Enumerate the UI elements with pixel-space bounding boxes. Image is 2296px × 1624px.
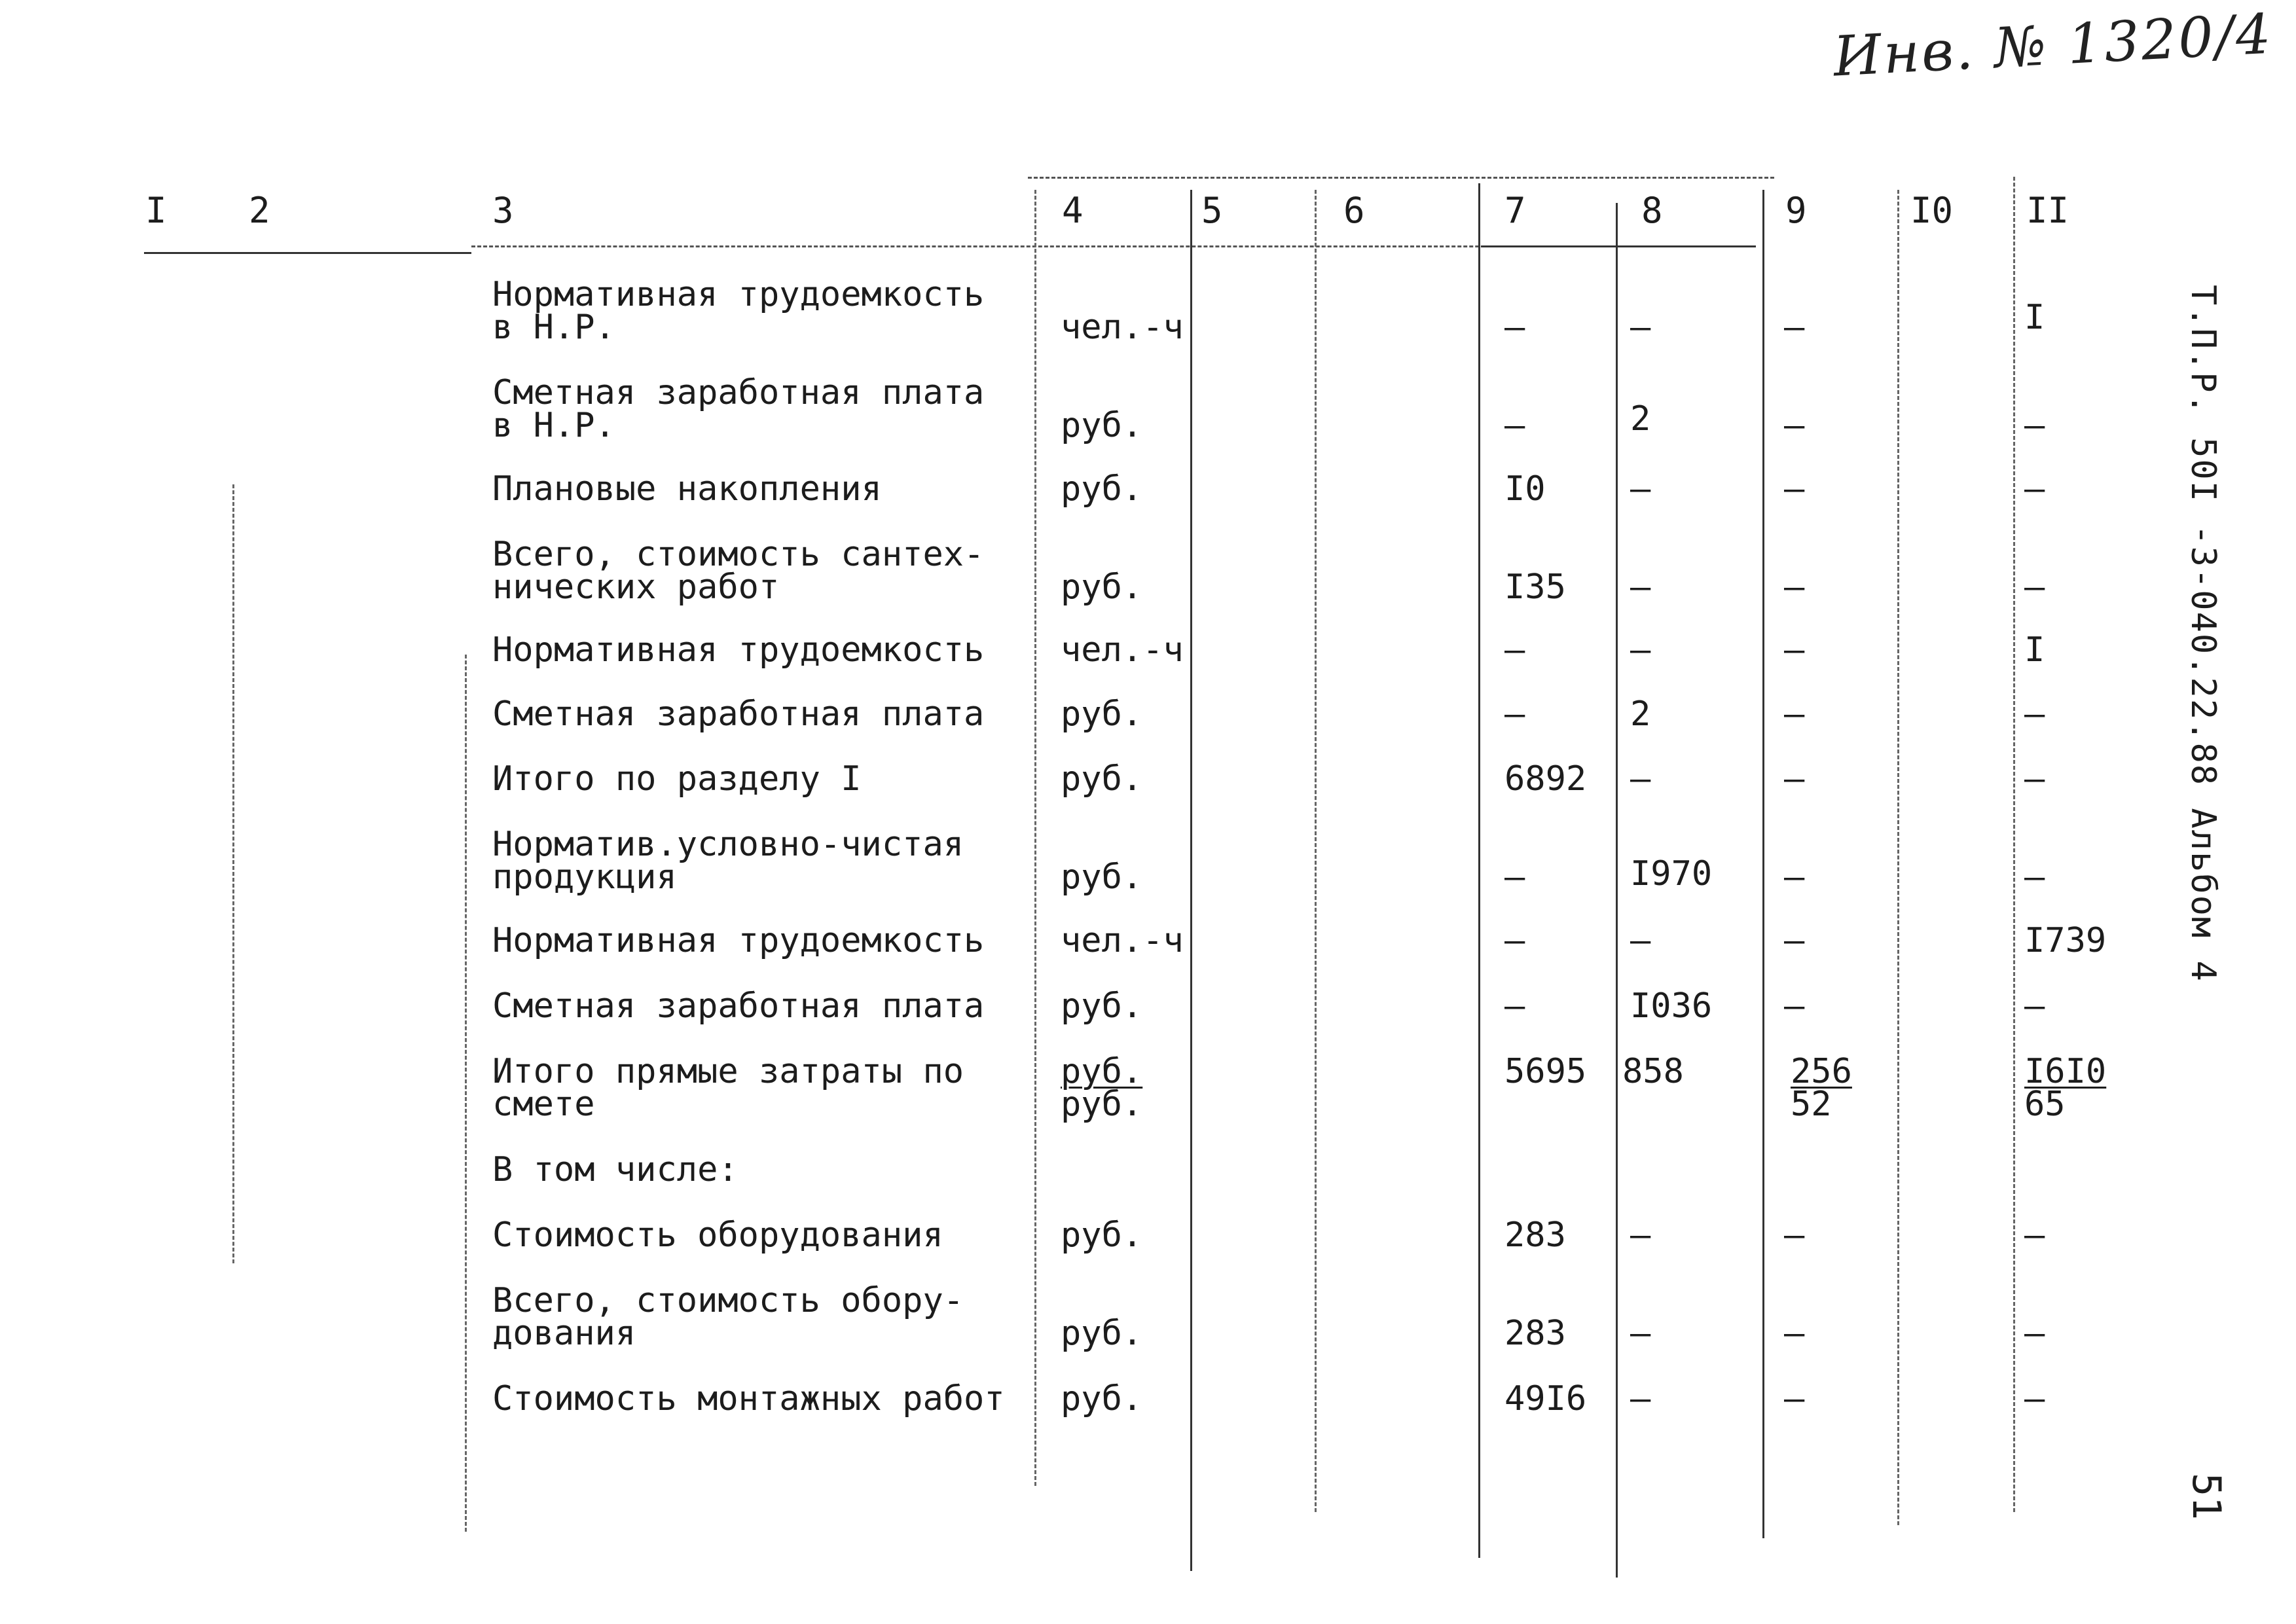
row-col8: 858 — [1622, 1052, 1684, 1091]
row-unit: руб. — [1061, 568, 1143, 607]
col-header-7: 7 — [1504, 190, 1526, 231]
col-header-11: II — [2026, 190, 2069, 231]
row-col8: I036 — [1630, 986, 1713, 1026]
row-col7: – — [1504, 630, 1525, 670]
row-label: Итого прямые затраты по смете — [492, 1052, 964, 1124]
document-code: Т.П.Р. 50I -3-040.22.88 Альбом 4 — [2183, 285, 2223, 983]
row-label: Итого по разделу I — [492, 759, 862, 799]
row-col9: – — [1784, 986, 1805, 1026]
row-col9: – — [1784, 469, 1805, 509]
row-unit: руб. — [1061, 857, 1143, 897]
row-col8: – — [1630, 1216, 1651, 1255]
row-col9: – — [1784, 406, 1805, 445]
row-label: Плановые накопления — [492, 469, 882, 509]
row-col9: – — [1784, 568, 1805, 607]
row-col7: 49I6 — [1504, 1379, 1587, 1418]
col-header-6: 6 — [1343, 190, 1365, 231]
row-col9-fraction — [1791, 1052, 1852, 1124]
row-col7: – — [1504, 921, 1525, 960]
row-col11: – — [2024, 759, 2045, 799]
col-sep-7-8 — [1616, 203, 1618, 1578]
row-col11: I — [2024, 630, 2045, 670]
col-header-10: I0 — [1910, 190, 1954, 231]
row-col9: – — [1784, 1216, 1805, 1255]
row-label: Сметная заработная плата — [492, 986, 985, 1026]
row-col7: 6892 — [1504, 759, 1587, 799]
row-unit: руб. — [1061, 986, 1143, 1026]
col-sep-5-6 — [1315, 190, 1317, 1512]
col-sep-10-11 — [2013, 177, 2015, 1512]
row-label: Всего, стоимость сантех- нических работ — [492, 535, 985, 607]
row-col8: – — [1630, 921, 1651, 960]
header-underline-left — [144, 252, 471, 254]
row-unit: чел.-ч — [1061, 308, 1184, 347]
row-col7: – — [1504, 986, 1525, 1026]
row-col8: – — [1630, 1314, 1651, 1353]
row-col9: – — [1784, 921, 1805, 960]
row-col7: 5695 — [1504, 1052, 1587, 1091]
row-unit: руб. — [1061, 406, 1143, 445]
row-col8: – — [1630, 308, 1651, 347]
row-unit: руб. — [1061, 1379, 1143, 1418]
row-label: Стоимость монтажных работ — [492, 1379, 1005, 1418]
row-col9-top: 256 — [1791, 1052, 1852, 1091]
row-col11: – — [2024, 469, 2045, 509]
row-col11: – — [2024, 406, 2045, 445]
col-header-2: 2 — [249, 190, 270, 231]
row-col9: – — [1784, 695, 1805, 734]
col-sep-6-7 — [1478, 183, 1480, 1558]
row-label: Сметная заработная плата — [492, 695, 985, 734]
col-sep-9-10 — [1897, 190, 1899, 1525]
inventory-number: Инв. № 1320/4 — [1831, 1, 2274, 89]
header-underline-7 — [1481, 245, 1756, 247]
row-unit: руб. — [1061, 1216, 1143, 1255]
row-unit: руб. — [1061, 695, 1143, 734]
col-header-4: 4 — [1062, 190, 1084, 231]
row-col8: 2 — [1630, 399, 1651, 439]
row-col11: – — [2024, 857, 2045, 897]
col-sep-2-3 — [232, 484, 234, 1263]
row-label: Нормативная трудоемкость — [492, 921, 985, 960]
row-label: Нормативная трудоемкость в Н.Р. — [492, 275, 985, 347]
col-header-5: 5 — [1201, 190, 1223, 231]
col-header-9: 9 — [1785, 190, 1807, 231]
row-col11-top: I6I0 — [2024, 1052, 2107, 1091]
row-col11: – — [2024, 1379, 2045, 1418]
row-unit-top: руб. — [1061, 1052, 1143, 1091]
row-col11-bottom: 65 — [2024, 1085, 2066, 1124]
col-sep-8-9 — [1762, 190, 1764, 1538]
row-col11-fraction — [2024, 1052, 2107, 1124]
col-sep-3-4 — [1034, 190, 1036, 1486]
row-col8: – — [1630, 469, 1651, 509]
row-col11: – — [2024, 1314, 2045, 1353]
row-col9: – — [1784, 759, 1805, 799]
row-col8: – — [1630, 759, 1651, 799]
row-col8: 2 — [1630, 695, 1651, 734]
row-unit-bottom: руб. — [1061, 1085, 1143, 1124]
row-unit: чел.-ч — [1061, 921, 1184, 960]
row-col7: 283 — [1504, 1314, 1566, 1353]
col-header-3: 3 — [492, 190, 514, 231]
row-col9: – — [1784, 857, 1805, 897]
row-col9-bottom: 52 — [1791, 1085, 1832, 1124]
row-unit: руб. — [1061, 1314, 1143, 1353]
row-col7: 283 — [1504, 1216, 1566, 1255]
row-col7: – — [1504, 857, 1525, 897]
row-unit-fraction — [1061, 1052, 1143, 1124]
row-unit: чел.-ч — [1061, 630, 1184, 670]
row-col9: – — [1784, 308, 1805, 347]
row-label: Стоимость оборудования — [492, 1216, 943, 1255]
row-label: В том числе: — [492, 1150, 738, 1189]
col-header-1: I — [145, 190, 167, 231]
row-col7: I35 — [1504, 568, 1566, 607]
row-unit: руб. — [1061, 759, 1143, 799]
col-sep-3-left — [465, 655, 467, 1532]
row-col7: – — [1504, 406, 1525, 445]
row-col9: – — [1784, 630, 1805, 670]
row-col9: – — [1784, 1314, 1805, 1353]
row-label: Сметная заработная плата в Н.Р. — [492, 373, 985, 445]
row-col8: – — [1630, 1379, 1651, 1418]
row-col7: I0 — [1504, 469, 1546, 509]
row-label: Норматив.условно-чистая продукция — [492, 825, 964, 897]
row-col11: – — [2024, 1216, 2045, 1255]
row-col8: – — [1630, 568, 1651, 607]
row-col11: – — [2024, 568, 2045, 607]
row-col11: I — [2024, 298, 2045, 337]
row-label: Всего, стоимость обору- дования — [492, 1281, 964, 1353]
col-sep-4-5 — [1190, 190, 1192, 1571]
row-col9: – — [1784, 1379, 1805, 1418]
row-unit: руб. — [1061, 469, 1143, 509]
row-col11: I739 — [2024, 921, 2107, 960]
row-label: Нормативная трудоемкость — [492, 630, 985, 670]
row-col7: – — [1504, 308, 1525, 347]
row-col8: I970 — [1630, 854, 1713, 893]
page-number: 51 — [2183, 1473, 2229, 1521]
row-col7: – — [1504, 695, 1525, 734]
row-col11: – — [2024, 695, 2045, 734]
row-col8: – — [1630, 630, 1651, 670]
row-col11: – — [2024, 986, 2045, 1026]
col-header-8: 8 — [1641, 190, 1663, 231]
table-top-rule — [1028, 177, 1774, 179]
